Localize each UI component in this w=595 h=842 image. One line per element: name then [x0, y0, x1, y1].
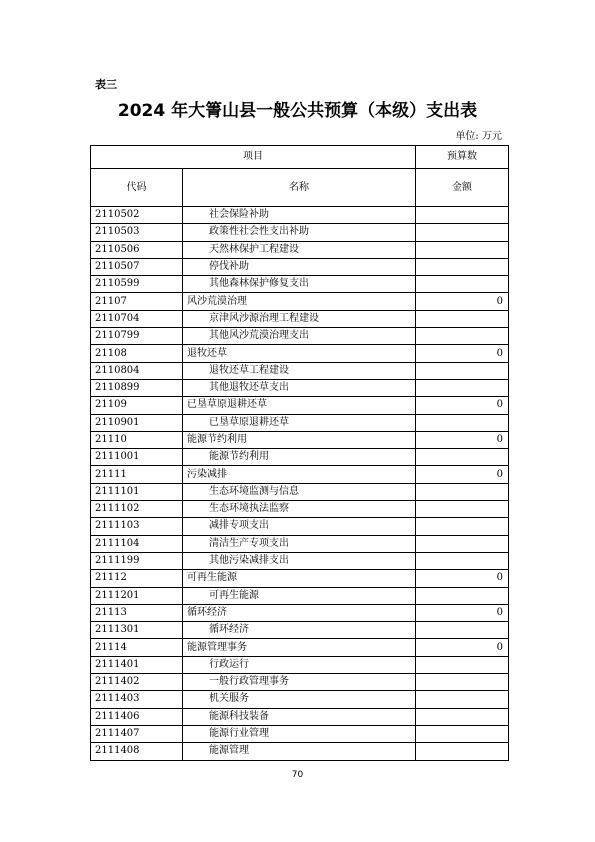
table-row — [91, 362, 509, 379]
row-name: 生态环境监测与信息 — [183, 483, 416, 500]
table-row — [91, 570, 509, 587]
table-body — [91, 207, 509, 761]
row-name: 能源节约利用 — [183, 449, 416, 466]
row-code: 21110 — [91, 431, 183, 448]
table-row — [91, 518, 509, 535]
row-amount — [416, 207, 509, 224]
row-name: 清洁生产专项支出 — [183, 535, 416, 552]
row-name: 天然林保护工程建设 — [183, 241, 416, 258]
row-name: 能源行业管理 — [183, 725, 416, 742]
row-name: 已垦草原退耕还草 — [183, 414, 416, 431]
table-row — [91, 708, 509, 725]
row-name: 一般行政管理事务 — [183, 674, 416, 691]
row-code: 2111402 — [91, 674, 183, 691]
row-amount — [416, 362, 509, 379]
header-project: 项目 — [91, 146, 416, 169]
row-amount — [416, 379, 509, 396]
table-row — [91, 258, 509, 275]
table-row — [91, 622, 509, 639]
header-code: 代码 — [91, 169, 183, 207]
row-amount: 0 — [416, 604, 509, 621]
row-amount — [416, 535, 509, 552]
row-amount: 0 — [416, 466, 509, 483]
row-code: 2111199 — [91, 552, 183, 569]
row-name: 能源管理事务 — [183, 639, 416, 656]
row-amount — [416, 449, 509, 466]
row-code: 21113 — [91, 604, 183, 621]
table-row — [91, 483, 509, 500]
row-name: 可再生能源 — [183, 587, 416, 604]
row-code: 2111403 — [91, 691, 183, 708]
row-amount — [416, 310, 509, 327]
row-name: 其他污染减排支出 — [183, 552, 416, 569]
row-name: 退牧还草 — [183, 345, 416, 362]
row-code: 2111102 — [91, 501, 183, 518]
row-code: 2110899 — [91, 379, 183, 396]
row-amount — [416, 258, 509, 275]
page-title: 2024 年大箐山县一般公共预算（本级）支出表 — [117, 101, 478, 121]
row-amount — [416, 328, 509, 345]
row-amount — [416, 691, 509, 708]
row-name: 能源科技装备 — [183, 708, 416, 725]
row-code: 2111406 — [91, 708, 183, 725]
table-row — [91, 328, 509, 345]
row-name: 循环经济 — [183, 604, 416, 621]
row-name: 京津风沙源治理工程建设 — [183, 310, 416, 327]
row-code: 2110507 — [91, 258, 183, 275]
row-name: 循环经济 — [183, 622, 416, 639]
table-row — [91, 449, 509, 466]
table-row — [91, 501, 509, 518]
table-row — [91, 276, 509, 293]
table-row — [91, 397, 509, 414]
row-name: 能源节约利用 — [183, 431, 416, 448]
row-amount: 0 — [416, 639, 509, 656]
table-row — [91, 379, 509, 396]
row-name: 能源管理 — [183, 743, 416, 760]
row-code: 2111001 — [91, 449, 183, 466]
row-code: 2110901 — [91, 414, 183, 431]
row-amount — [416, 518, 509, 535]
row-code: 21108 — [91, 345, 183, 362]
row-code: 2110502 — [91, 207, 183, 224]
row-name: 行政运行 — [183, 656, 416, 673]
table-row — [91, 743, 509, 760]
row-name: 生态环境执法监察 — [183, 501, 416, 518]
row-amount: 0 — [416, 397, 509, 414]
row-name: 社会保险补助 — [183, 207, 416, 224]
row-name: 政策性社会性支出补助 — [183, 224, 416, 241]
row-amount: 0 — [416, 345, 509, 362]
row-code: 2110506 — [91, 241, 183, 258]
row-name: 可再生能源 — [183, 570, 416, 587]
row-amount — [416, 501, 509, 518]
table-row — [91, 293, 509, 310]
row-code: 2110804 — [91, 362, 183, 379]
row-amount — [416, 276, 509, 293]
row-code: 2110599 — [91, 276, 183, 293]
table-row — [91, 674, 509, 691]
row-code: 21111 — [91, 466, 183, 483]
page-number: 70 — [291, 770, 304, 780]
table-tag: 表三 — [95, 78, 117, 91]
row-amount: 0 — [416, 570, 509, 587]
table-row — [91, 241, 509, 258]
row-name: 退牧还草工程建设 — [183, 362, 416, 379]
row-code: 2111101 — [91, 483, 183, 500]
row-name: 污染减排 — [183, 466, 416, 483]
table-row — [91, 535, 509, 552]
row-amount — [416, 656, 509, 673]
row-code: 2111201 — [91, 587, 183, 604]
row-name: 停伐补助 — [183, 258, 416, 275]
table-row — [91, 587, 509, 604]
row-amount — [416, 224, 509, 241]
row-code: 21107 — [91, 293, 183, 310]
table-row — [91, 639, 509, 656]
table-row — [91, 414, 509, 431]
header-row-1 — [91, 146, 509, 169]
row-code: 2111408 — [91, 743, 183, 760]
table-row — [91, 604, 509, 621]
header-budget: 预算数 — [416, 146, 509, 169]
row-code: 2111301 — [91, 622, 183, 639]
row-amount — [416, 708, 509, 725]
table-row — [91, 207, 509, 224]
row-code: 21109 — [91, 397, 183, 414]
row-name: 风沙荒漠治理 — [183, 293, 416, 310]
row-amount — [416, 743, 509, 760]
header-name: 名称 — [183, 169, 416, 207]
header-row-2 — [91, 169, 509, 207]
expenditure-table — [90, 145, 509, 761]
row-code: 2111104 — [91, 535, 183, 552]
table-row — [91, 725, 509, 742]
row-amount — [416, 483, 509, 500]
row-code: 2110799 — [91, 328, 183, 345]
header-amount: 金额 — [416, 169, 509, 207]
row-code: 2110704 — [91, 310, 183, 327]
table-row — [91, 310, 509, 327]
row-amount — [416, 674, 509, 691]
table-row — [91, 691, 509, 708]
row-code: 2111401 — [91, 656, 183, 673]
row-name: 其他退牧还草支出 — [183, 379, 416, 396]
row-amount: 0 — [416, 431, 509, 448]
row-name: 其他森林保护修复支出 — [183, 276, 416, 293]
row-amount — [416, 622, 509, 639]
row-code: 2111103 — [91, 518, 183, 535]
table-row — [91, 224, 509, 241]
table-row — [91, 345, 509, 362]
row-name: 其他风沙荒漠治理支出 — [183, 328, 416, 345]
row-amount — [416, 725, 509, 742]
row-name: 减排专项支出 — [183, 518, 416, 535]
table-row — [91, 656, 509, 673]
unit-label: 单位: 万元 — [455, 131, 502, 142]
row-amount: 0 — [416, 293, 509, 310]
row-code: 21114 — [91, 639, 183, 656]
row-code: 2110503 — [91, 224, 183, 241]
row-amount — [416, 552, 509, 569]
row-amount — [416, 587, 509, 604]
row-name: 机关服务 — [183, 691, 416, 708]
row-name: 已垦草原退耕还草 — [183, 397, 416, 414]
row-amount — [416, 241, 509, 258]
row-amount — [416, 414, 509, 431]
table-row — [91, 552, 509, 569]
row-code: 21112 — [91, 570, 183, 587]
row-code: 2111407 — [91, 725, 183, 742]
table-row — [91, 466, 509, 483]
table-row — [91, 431, 509, 448]
